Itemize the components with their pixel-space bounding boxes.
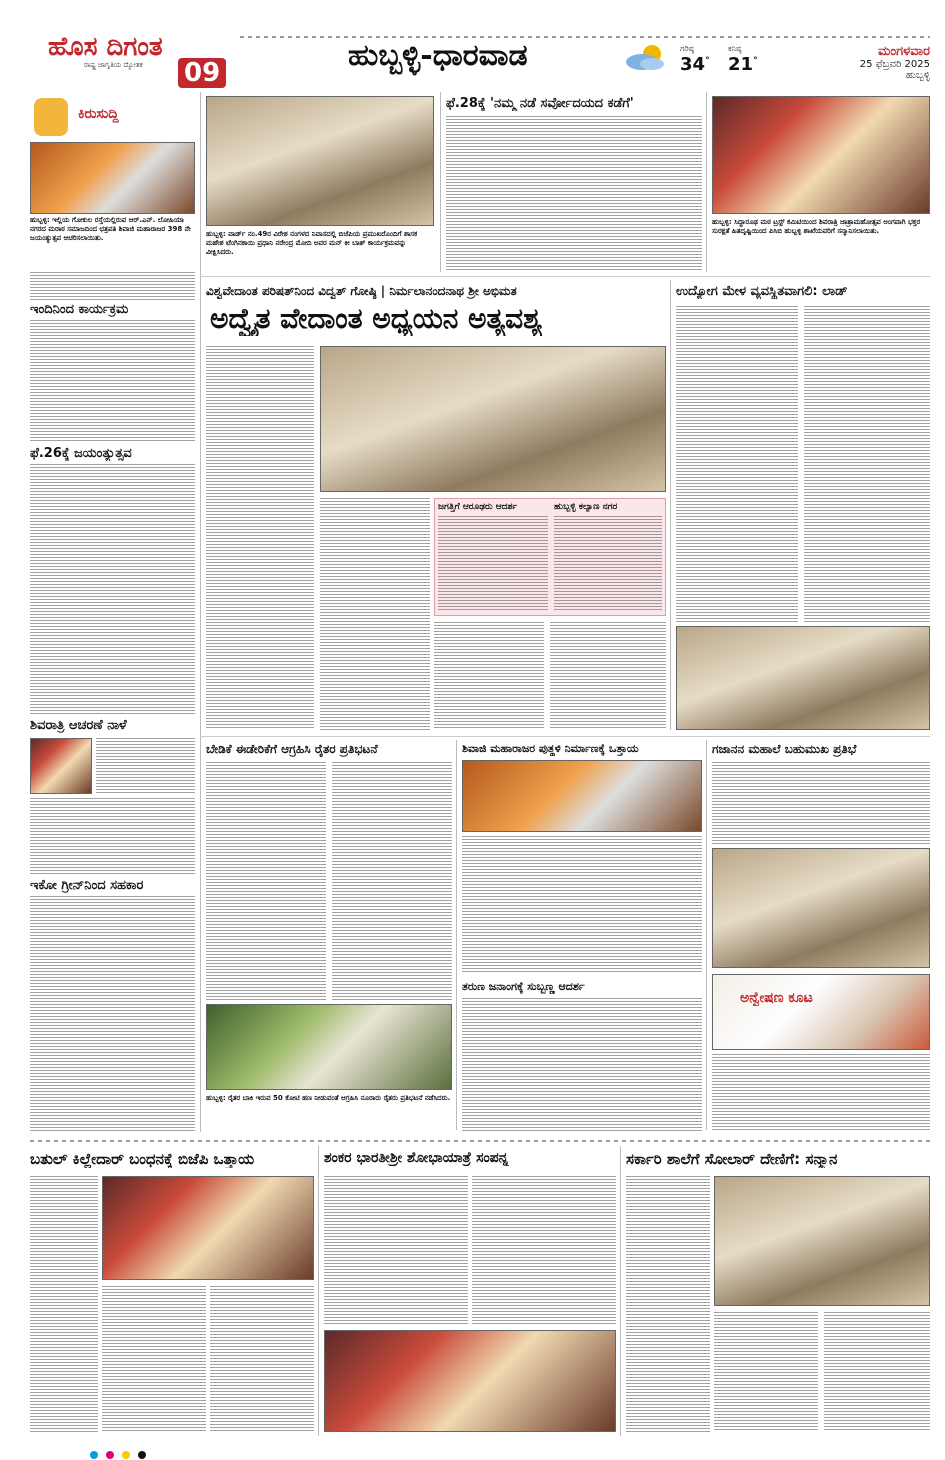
kiru-text — [30, 798, 195, 874]
temp-min: 21° — [728, 54, 758, 75]
sarvodaya-headline: ಫೆ.28ಕ್ಕೆ 'ನಮ್ಮ ನಡೆ ಸರ್ವೋದಯದ ಕಡೆಗೆ' — [446, 96, 634, 111]
kiru-text — [30, 320, 195, 442]
gajanan-text — [712, 1054, 930, 1132]
temp-max-label: ಗರಿಷ್ಠ — [680, 44, 694, 53]
siddharoodha-caption: ಹುಬ್ಬಳ್ಳಿ: ಸಿದ್ಧಾರೂಢ ಮಠ ಟ್ರಸ್ಟ್ ಕಮಿಟಿಯಿಂದ ಶಿವರಾತ್ರಿ ಜಾತ್ರಾಮಹೋತ್ಸವ ಅಂಗವಾಗಿ ಭಕ್ತರ ಸುರಕ್ಷತೆ ಹಿತದೃಷ್ಟಿಯಿಂದ ಪಿಸಿಬಿ ಹುಬ್ಬಳ್ಳಿ ಶಾಖೆಯವರಿಗೆ ಸನ್ಮಾನಿಸಲಾಯಿತು. — [712, 218, 921, 235]
column-rule — [456, 740, 457, 1130]
sidebox-title-2: ಹುಬ್ಬಳ್ಳಿ ಕಲ್ಯಾಣ ನಗರ — [554, 502, 618, 512]
dateline — [810, 44, 930, 81]
magenta-dot — [106, 1451, 114, 1459]
udyoga-text — [676, 306, 798, 622]
raitha-caption: ಹುಬ್ಬಳ್ಳಿ: ರೈತರ ಬಾಕಿ ಇರುವ 50 ಕೋಟಿ ಹಣ ನೀಡುವಂತೆ ಆಗ್ರಹಿಸಿ ನೂರಾರು ರೈತರು ಪ್ರತಿಭಟನೆ ನಡೆಸಿದರು. — [206, 1094, 451, 1102]
yellow-dot — [122, 1451, 130, 1459]
kiru-headline-3: ಶಿವರಾತ್ರಿ ಆಚರಣೆ ನಾಳೆ — [30, 718, 127, 733]
masthead-rule — [240, 36, 930, 38]
sarvodaya-text — [446, 116, 702, 272]
raitha-text — [206, 762, 326, 1000]
solar-text — [824, 1312, 930, 1432]
udyoga-photo — [676, 626, 930, 730]
solar-headline: ಸರ್ಕಾರಿ ಶಾಲೆಗೆ ಸೋಲಾರ್ ದೇಣಿಗೆ: ಸನ್ಮಾನ — [626, 1150, 838, 1168]
kiru-text — [30, 896, 195, 1132]
column-rule — [706, 92, 707, 272]
black-dot — [138, 1451, 146, 1459]
row-rule — [200, 736, 930, 737]
column-rule — [440, 92, 441, 272]
hand-icon — [34, 98, 68, 136]
mann-ki-baat-caption: ಹುಬ್ಬಳ್ಳಿ: ವಾರ್ಡ್ ನಂ.49ರ ವಿರೇಶ ನಂಗಳದ ನಿವಾಸದಲ್ಲಿ ಬಿಜೆಪಿಯ ಪ್ರಮುಖರೊಂದಿಗೆ ಶಾಸಕ ಮಹೇಶ ಟೆಂಗಿನಕಾಯಿ ಪ್ರಧಾನಿ ನರೇಂದ್ರ ಮೋದಿ ಅವರ ಮನ್ ಕೀ ಬಾತ್ ಕಾರ್ಯಕ್ರಮವನ್ನು ವೀಕ್ಷಿಸಿದರು. — [206, 230, 418, 256]
kiru-headline-4: ಇಕೋ ಗ್ರೀನ್‌ನಿಂದ ಸಹಕಾರ — [30, 878, 144, 893]
batul-headline: ಬತುಲ್ ಕಿಲ್ಲೇದಾರ್ ಬಂಧನಕ್ಕೆ ಬಿಜೆಪಿ ಒತ್ತಾಯ — [30, 1150, 255, 1168]
kiru-text — [96, 738, 195, 794]
cyan-dot — [90, 1451, 98, 1459]
anveshana-banner: ಅನ್ವೇಷಣ ಕೂಟ — [740, 990, 813, 1006]
lead-photo — [320, 346, 666, 492]
lead-text — [206, 346, 314, 730]
shivaji-text — [462, 836, 702, 972]
shobhayatre-headline: ಶಂಕರ ಭಾರತೀಶ್ರೀ ಶೋಭಾಯಾತ್ರೆ ಸಂಪನ್ನ — [324, 1150, 509, 1166]
lead-text — [550, 622, 666, 730]
batul-photo — [102, 1176, 314, 1280]
kiru-text — [30, 464, 195, 714]
udyoga-text — [804, 306, 930, 622]
column-rule — [200, 92, 201, 1132]
gajanan-headline: ಗಜಾನನ ಮಹಾಲೆ ಬಹುಮುಖ ಪ್ರತಿಭೆ — [712, 742, 857, 756]
sidebox-text — [438, 516, 548, 612]
lead-headline: ಅದ್ವೈತ ವೇದಾಂತ ಅಧ್ಯಯನ ಅತ್ಯವಶ್ಯ — [210, 302, 543, 335]
shobhayatre-text — [472, 1176, 616, 1326]
temp-max: 34° — [680, 54, 710, 75]
mann-ki-baat-photo — [206, 96, 434, 226]
gajanan-photo — [712, 848, 930, 968]
kiru-headline-1: ಇಂದಿನಿಂದ ಕಾರ್ಯಕ್ರಮ — [30, 302, 129, 317]
row-rule — [200, 276, 930, 277]
kiru-headline-2: ಫೆ.26ಕ್ಕೆ ಜಯಂತ್ಯುತ್ಸವ — [30, 446, 132, 461]
raitha-photo — [206, 1004, 452, 1090]
solar-photo — [714, 1176, 930, 1306]
raitha-headline: ಬೇಡಿಕೆ ಈಡೇರಿಕೆಗೆ ಆಗ್ರಹಿಸಿ ರೈತರ ಪ್ರತಿಭಟನೆ — [206, 742, 378, 756]
batul-text — [210, 1286, 314, 1432]
date: 25 ಫೆಬ್ರವರಿ 2025 — [859, 59, 930, 70]
solar-text — [626, 1176, 710, 1432]
kiru-text — [30, 272, 195, 300]
kiru-photo-caption: ಹುಬ್ಬಳ್ಳಿ: ಇಲ್ಲಿಯ ಗೋಕುಲ ರಸ್ತೆಯಲ್ಲಿರುವ ಆರ್.ಎನ್. ಲೋಹಿಯಾ ನಗರದ ಮರಾಠ ಸಮಾಜದಿಂದ ಛತ್ರಪತಿ ಶಿವಾಜಿ ಮಹಾರಾಜರ 398 ನೇ ಜಯಂತ್ಯುತ್ಸವ ಆಚರಿಸಲಾಯಿತು. — [30, 216, 191, 242]
shivaratri-photo — [30, 738, 92, 794]
shobhayatre-photo — [324, 1330, 616, 1432]
udyoga-headline: ಉದ್ಯೋಗ ಮೇಳ ವ್ಯವಸ್ಥಿತವಾಗಲಿ: ಲಾಡ್ — [676, 284, 848, 299]
lead-text — [320, 498, 430, 730]
batul-text — [30, 1176, 98, 1432]
gajanan-text — [712, 762, 930, 844]
section-title: ಹುಬ್ಬಳ್ಳಿ-ಧಾರವಾಡ — [348, 38, 528, 73]
sidebox-title-1: ಜಗತ್ತಿಗೆ ಆರೂಢರು ಆದರ್ಶ — [438, 502, 518, 512]
raitha-text — [332, 762, 452, 1000]
siddharoodha-photo — [712, 96, 930, 214]
print-registration-marks — [90, 1444, 860, 1452]
taruna-text — [462, 998, 702, 1132]
weekday: ಮಂಗಳವಾರ — [877, 44, 930, 59]
lead-kicker: ವಿಶ್ವವೇದಾಂತ ಪರಿಷತ್‌ನಿಂದ ವಿದ್ವತ್ ಗೋಷ್ಠಿ | ನಿರ್ಮಲಾನಂದನಾಥ ಶ್ರೀ ಅಭಿಮತ — [206, 284, 517, 298]
sidebox-text — [554, 516, 662, 612]
kiru-photo — [30, 142, 195, 214]
column-rule — [620, 1146, 621, 1436]
partly-cloudy-icon — [622, 42, 672, 72]
column-rule — [670, 280, 671, 730]
logo-tagline: ರಾಷ್ಟ್ರ ಜಾಗೃತಿಯ ದ್ಯೋತಕ — [84, 61, 143, 69]
page-number: 09 — [178, 58, 226, 88]
temp-min-label: ಕನಿಷ್ಠ — [728, 44, 742, 53]
shivaji-headline: ಶಿವಾಜಿ ಮಹಾರಾಜರ ಪುತ್ಥಳಿ ನಿರ್ಮಾಣಕ್ಕೆ ಒತ್ತಾಯ — [462, 742, 639, 755]
city: ಹುಬ್ಬಳ್ಳಿ — [905, 70, 930, 81]
batul-text — [102, 1286, 206, 1432]
shobhayatre-text — [324, 1176, 468, 1326]
row-rule — [30, 1140, 930, 1142]
newspaper-logo: ಹೊಸ ದಿಗಂತ — [48, 32, 163, 62]
lead-text — [434, 622, 544, 730]
solar-text — [714, 1312, 818, 1432]
taruna-headline: ತರುಣ ಜನಾಂಗಕ್ಕೆ ಸುಬ್ಬಣ್ಣ ಆದರ್ಶ — [462, 980, 585, 993]
shivaji-photo — [462, 760, 702, 832]
column-rule — [706, 740, 707, 1130]
column-rule — [318, 1146, 319, 1436]
kiru-suddi-title: ಕಿರುಸುದ್ದಿ — [78, 106, 119, 122]
anveshana-photo — [712, 974, 930, 1050]
